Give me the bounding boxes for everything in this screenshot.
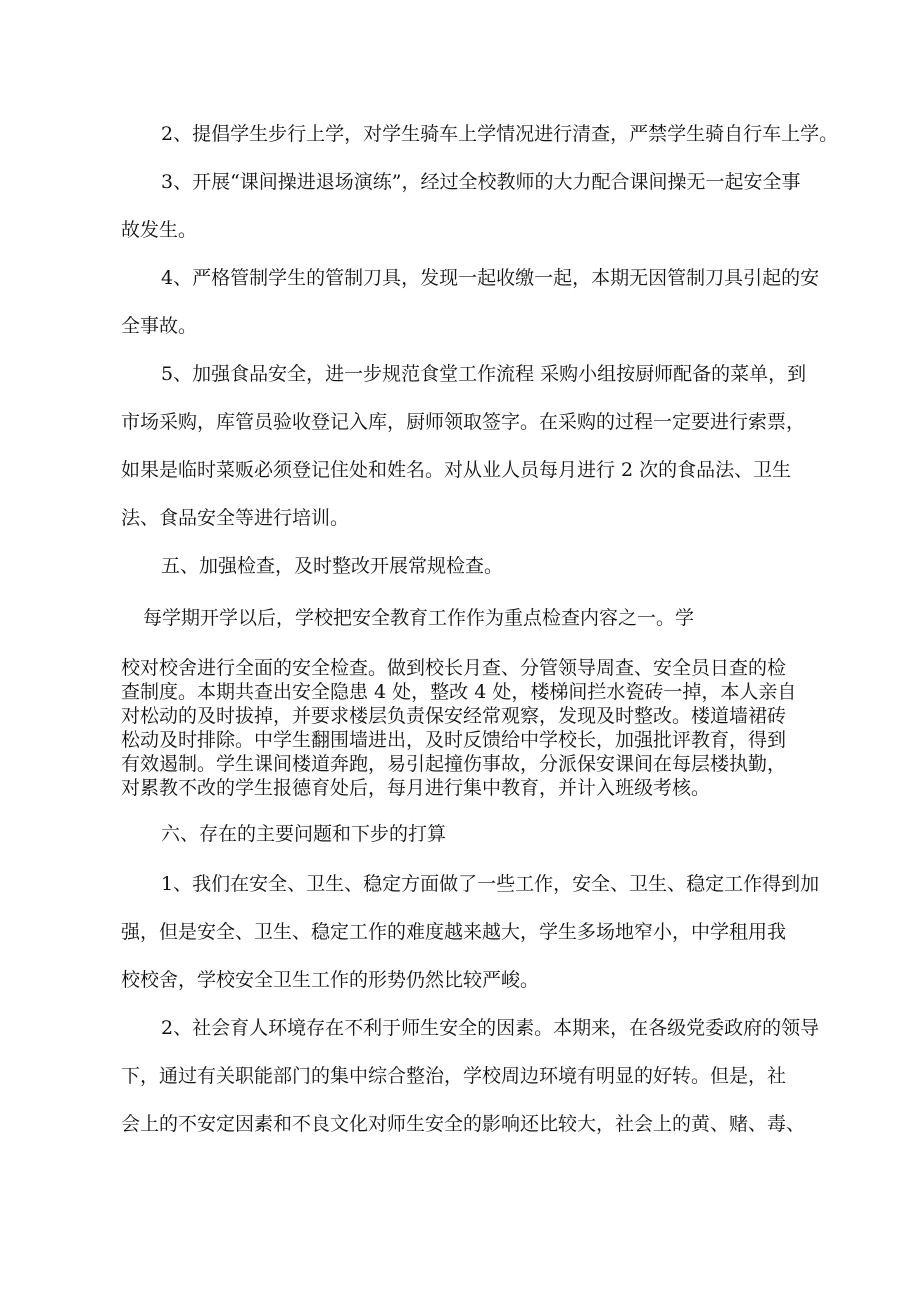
paragraph-line: 松动及时排除。中学生翻围墙进出，及时反馈给中学校长，加强批评教育，得到 <box>121 729 787 751</box>
paragraph-line: 校校舍，学校安全卫生工作的形势仍然比较严峻。 <box>121 969 540 991</box>
section-heading: 六、存在的主要问题和下步的打算 <box>161 823 447 845</box>
paragraph-line: 全事故。 <box>121 315 198 337</box>
paragraph-line: 下，通过有关职能部门的集中综合整治，学校周边环境有明显的好转。但是，社 <box>121 1065 787 1087</box>
paragraph-line: 每学期开学以后，学校把安全教育工作作为重点检查内容之一。学 <box>143 607 695 629</box>
paragraph-line: 校对校舍进行全面的安全检查。做到校长月查、分管领导周查、安全员日查的检 <box>121 657 787 679</box>
paragraph-line: 法、食品安全等进行培训。 <box>121 507 350 529</box>
paragraph-line: 有效遏制。学生课间楼道奔跑，易引起撞伤事故，分派保安课间在每层楼执勤， <box>121 753 787 775</box>
paragraph-line: 4、严格管制学生的管制刀具，发现一起收缴一起，本期无因管制刀具引起的安 <box>161 267 820 289</box>
paragraph-line: 强，但是安全、卫生、稳定工作的难度越来越大，学生多场地窄小，中学租用我 <box>121 921 787 943</box>
paragraph-line: 故发生。 <box>121 219 198 241</box>
paragraph-line: 3、开展“课间操进退场演练”，经过全校教师的大力配合课间操无一起安全事 <box>161 171 801 193</box>
paragraph-line: 市场采购，库管员验收登记入库，厨师领取签字。在采购的过程一定要进行索票， <box>121 411 806 433</box>
paragraph-line: 如果是临时菜贩必须登记住处和姓名。对从业人员每月进行 2 次的食品法、卫生 <box>121 459 792 481</box>
paragraph-line: 对松动的及时拔掉，并要求楼层负责保安经常观察，发现及时整改。楼道墙裙砖 <box>121 705 787 727</box>
paragraph-line: 对累教不改的学生报德育处后，每月进行集中教育，并计入班级考核。 <box>121 777 711 799</box>
paragraph-line: 查制度。本期共查出安全隐患 4 处，整改 4 处，楼梯间拦水瓷砖一掉，本人亲自 <box>121 681 797 703</box>
section-heading: 五、加强检查，及时整改开展常规检查。 <box>161 555 504 577</box>
paragraph-line: 2、提倡学生步行上学，对学生骑车上学情况进行清查，严禁学生骑自行车上学。 <box>161 123 839 145</box>
paragraph-line: 2、社会育人环境存在不利于师生安全的因素。本期来，在各级党委政府的领导 <box>161 1017 820 1039</box>
paragraph-line: 5、加强食品安全，进一步规范食堂工作流程 采购小组按厨师配备的菜单，到 <box>161 363 807 385</box>
paragraph-line: 会上的不安定因素和不良文化对师生安全的影响还比较大，社会上的黄、赌、毒、 <box>121 1113 806 1135</box>
paragraph-line: 1、我们在安全、卫生、稳定方面做了一些工作，安全、卫生、稳定工作得到加 <box>161 873 820 895</box>
